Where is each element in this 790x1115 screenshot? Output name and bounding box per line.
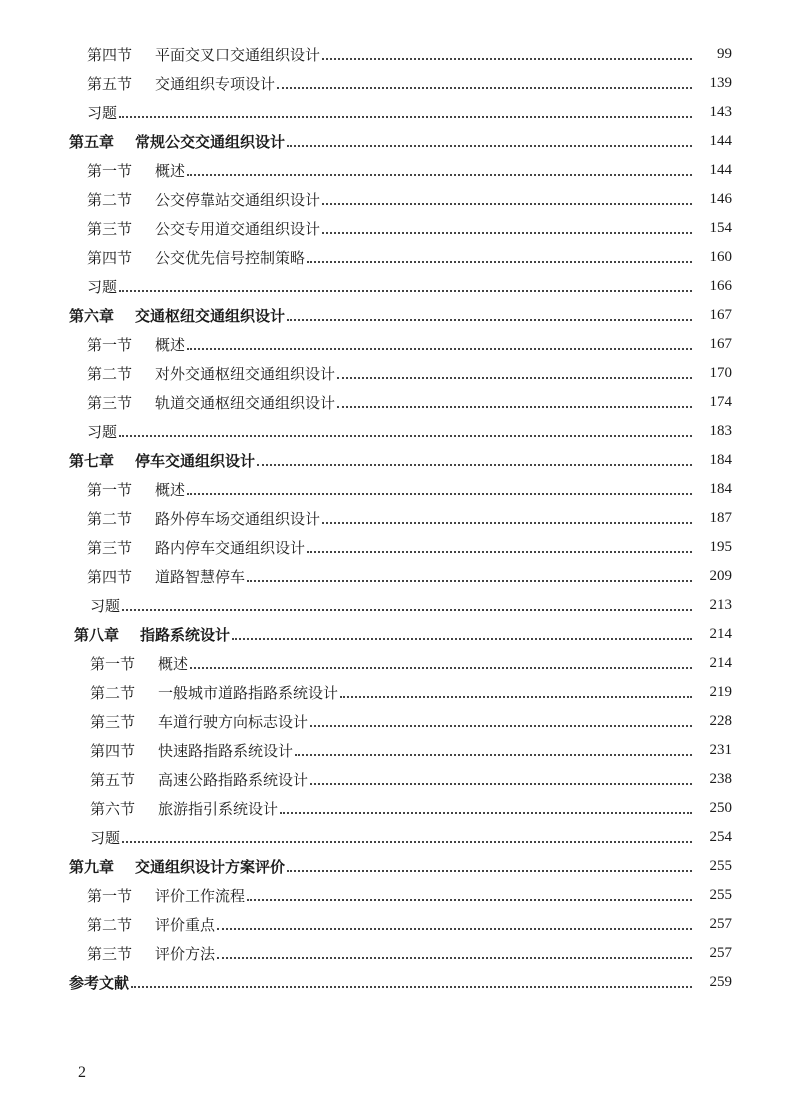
toc-entry-label bbox=[87, 44, 320, 65]
toc-entry-label bbox=[90, 769, 308, 790]
dot-leader bbox=[131, 986, 692, 988]
toc-entry-title: 指路系统设计 bbox=[140, 626, 231, 644]
toc-entry-label bbox=[90, 711, 308, 732]
toc-entry-label bbox=[69, 131, 285, 152]
dot-leader bbox=[287, 870, 692, 872]
toc-entry-label bbox=[90, 653, 188, 674]
toc-chapter-entry[interactable] bbox=[0, 968, 790, 997]
toc-page-number: 167 bbox=[709, 336, 732, 352]
toc-page-number: 187 bbox=[709, 510, 732, 526]
toc-entry-number: 第五节 bbox=[90, 771, 136, 789]
toc-section-entry[interactable] bbox=[0, 678, 790, 707]
toc-entry-label bbox=[87, 160, 185, 181]
toc-entry-label bbox=[87, 73, 275, 94]
toc-entry-title: 习题 bbox=[90, 597, 121, 615]
toc-page-number: 166 bbox=[709, 278, 732, 294]
toc-chapter-entry[interactable] bbox=[0, 852, 790, 881]
toc-entry-title: 平面交叉口交通组织设计 bbox=[155, 46, 321, 64]
dot-leader bbox=[340, 696, 692, 698]
dot-leader bbox=[280, 812, 692, 814]
toc-exercise-entry[interactable] bbox=[0, 98, 790, 127]
toc-entry-label bbox=[90, 798, 278, 819]
toc-entry-number: 第三节 bbox=[87, 394, 133, 412]
toc-entry-label bbox=[87, 102, 117, 123]
toc-page-number: 167 bbox=[709, 307, 732, 323]
toc-entry-number: 第三节 bbox=[87, 220, 133, 238]
toc-page-number: 144 bbox=[709, 162, 732, 178]
toc-entry-number: 第二节 bbox=[87, 191, 133, 209]
toc-entry-number: 第二节 bbox=[87, 916, 133, 934]
toc-page-number: 139 bbox=[709, 75, 732, 91]
toc-entry-title: 概述 bbox=[155, 336, 186, 354]
toc-entry-label bbox=[87, 421, 117, 442]
toc-section-entry[interactable] bbox=[0, 736, 790, 765]
toc-section-entry[interactable] bbox=[0, 243, 790, 272]
toc-page-number: 209 bbox=[709, 568, 732, 584]
toc-entry-title: 公交专用道交通组织设计 bbox=[155, 220, 321, 238]
toc-entry-label bbox=[87, 943, 215, 964]
toc-page-number: 257 bbox=[709, 916, 732, 932]
dot-leader bbox=[217, 928, 692, 930]
dot-leader bbox=[322, 58, 692, 60]
dot-leader bbox=[295, 754, 692, 756]
toc-entry-label bbox=[87, 914, 215, 935]
toc-chapter-entry[interactable] bbox=[0, 127, 790, 156]
page-number: 2 bbox=[78, 1064, 86, 1081]
toc-entry-title: 参考文献 bbox=[69, 974, 130, 992]
toc-entry-number: 第六节 bbox=[90, 800, 136, 818]
toc-entry-label bbox=[87, 537, 305, 558]
toc-entry-number: 第四节 bbox=[87, 249, 133, 267]
toc-entry-label bbox=[87, 392, 335, 413]
toc-entry-title: 习题 bbox=[87, 278, 118, 296]
toc-exercise-entry[interactable] bbox=[0, 591, 790, 620]
dot-leader bbox=[232, 638, 692, 640]
toc-page-number: 160 bbox=[709, 249, 732, 265]
dot-leader bbox=[122, 841, 692, 843]
toc-section-entry[interactable] bbox=[0, 388, 790, 417]
toc-entry-number: 第四节 bbox=[87, 46, 133, 64]
toc-entry-label bbox=[90, 682, 338, 703]
toc-entry-number: 第二节 bbox=[87, 510, 133, 528]
toc-entry-title: 对外交通枢纽交通组织设计 bbox=[155, 365, 336, 383]
toc-entry-title: 道路智慧停车 bbox=[155, 568, 246, 586]
dot-leader bbox=[217, 957, 692, 959]
toc-page-number: 259 bbox=[709, 974, 732, 990]
toc-entry-title: 习题 bbox=[87, 104, 118, 122]
toc-section-entry[interactable] bbox=[0, 69, 790, 98]
toc-entry-title: 旅游指引系统设计 bbox=[158, 800, 279, 818]
toc-entry-title: 停车交通组织设计 bbox=[135, 452, 256, 470]
dot-leader bbox=[337, 377, 692, 379]
toc-entry-label bbox=[87, 566, 245, 587]
toc-entry-title: 交通组织专项设计 bbox=[155, 75, 276, 93]
toc-section-entry[interactable] bbox=[0, 649, 790, 678]
toc-entry-label bbox=[90, 740, 293, 761]
toc-entry-number: 第九章 bbox=[69, 858, 115, 876]
toc-page-number: 254 bbox=[709, 829, 732, 845]
dot-leader bbox=[287, 145, 692, 147]
toc-entry-title: 快速路指路系统设计 bbox=[158, 742, 294, 760]
toc-entry-number: 第四节 bbox=[87, 568, 133, 586]
toc-entry-title: 评价重点 bbox=[155, 916, 216, 934]
dot-leader bbox=[119, 116, 692, 118]
toc-entry-number: 第一节 bbox=[87, 162, 133, 180]
toc-section-entry[interactable] bbox=[0, 330, 790, 359]
toc-entry-label bbox=[87, 218, 320, 239]
dot-leader bbox=[257, 464, 692, 466]
toc-section-entry[interactable] bbox=[0, 707, 790, 736]
toc-section-entry[interactable] bbox=[0, 939, 790, 968]
dot-leader bbox=[190, 667, 692, 669]
toc-section-entry[interactable] bbox=[0, 504, 790, 533]
toc-page-number: 99 bbox=[717, 46, 732, 62]
toc-entry-label bbox=[87, 479, 185, 500]
toc-page-number: 250 bbox=[709, 800, 732, 816]
toc-entry-title: 习题 bbox=[87, 423, 118, 441]
toc-entry-title: 路外停车场交通组织设计 bbox=[155, 510, 321, 528]
toc-page-number: 144 bbox=[709, 133, 732, 149]
toc-section-entry[interactable] bbox=[0, 475, 790, 504]
toc-entry-title: 评价工作流程 bbox=[155, 887, 246, 905]
dot-leader bbox=[247, 580, 692, 582]
toc-page-number: 257 bbox=[709, 945, 732, 961]
toc-page-number: 214 bbox=[709, 626, 732, 642]
toc-page-number: 184 bbox=[709, 452, 732, 468]
toc-entry-label bbox=[87, 189, 320, 210]
toc-entry-number: 第三节 bbox=[90, 713, 136, 731]
toc-page-number: 174 bbox=[709, 394, 732, 410]
toc-chapter-entry[interactable] bbox=[0, 446, 790, 475]
dot-leader bbox=[187, 174, 692, 176]
toc-page-number: 213 bbox=[709, 597, 732, 613]
toc-entry-label bbox=[87, 247, 305, 268]
toc-entry-title: 常规公交交通组织设计 bbox=[135, 133, 286, 151]
toc-entry-title: 一般城市道路指路系统设计 bbox=[158, 684, 339, 702]
dot-leader bbox=[119, 435, 692, 437]
dot-leader bbox=[287, 319, 692, 321]
toc-entry-title: 轨道交通枢纽交通组织设计 bbox=[155, 394, 336, 412]
table-of-contents bbox=[0, 40, 790, 997]
toc-entry-label bbox=[69, 450, 255, 471]
dot-leader bbox=[247, 899, 692, 901]
toc-entry-number: 第六章 bbox=[69, 307, 115, 325]
toc-entry-label bbox=[90, 595, 120, 616]
toc-chapter-entry[interactable] bbox=[0, 620, 790, 649]
toc-page-number: 214 bbox=[709, 655, 732, 671]
toc-entry-label bbox=[87, 334, 185, 355]
toc-section-entry[interactable] bbox=[0, 214, 790, 243]
toc-exercise-entry[interactable] bbox=[0, 272, 790, 301]
toc-entry-title: 交通组织设计方案评价 bbox=[135, 858, 286, 876]
toc-entry-number: 第一节 bbox=[90, 655, 136, 673]
dot-leader bbox=[122, 609, 692, 611]
dot-leader bbox=[307, 261, 692, 263]
toc-section-entry[interactable] bbox=[0, 910, 790, 939]
toc-exercise-entry[interactable] bbox=[0, 823, 790, 852]
dot-leader bbox=[119, 290, 692, 292]
toc-page-number: 255 bbox=[709, 858, 732, 874]
toc-page-number: 143 bbox=[709, 104, 732, 120]
toc-page-number: 255 bbox=[709, 887, 732, 903]
toc-entry-label bbox=[87, 363, 335, 384]
toc-chapter-entry[interactable] bbox=[0, 301, 790, 330]
dot-leader bbox=[187, 348, 692, 350]
toc-page-number: 154 bbox=[709, 220, 732, 236]
toc-page-number: 195 bbox=[709, 539, 732, 555]
dot-leader bbox=[322, 522, 692, 524]
toc-entry-label bbox=[69, 972, 129, 993]
dot-leader bbox=[187, 493, 692, 495]
toc-entry-title: 交通枢纽交通组织设计 bbox=[135, 307, 286, 325]
toc-entry-title: 车道行驶方向标志设计 bbox=[158, 713, 309, 731]
toc-entry-number: 第一节 bbox=[87, 336, 133, 354]
dot-leader bbox=[322, 232, 692, 234]
toc-page-number: 184 bbox=[709, 481, 732, 497]
toc-section-entry[interactable] bbox=[0, 185, 790, 214]
toc-entry-label bbox=[69, 856, 285, 877]
toc-entry-label bbox=[69, 305, 285, 326]
toc-page-number: 170 bbox=[709, 365, 732, 381]
toc-section-entry[interactable] bbox=[0, 533, 790, 562]
dot-leader bbox=[310, 783, 692, 785]
toc-entry-number: 第二节 bbox=[87, 365, 133, 383]
toc-page-number: 238 bbox=[709, 771, 732, 787]
dot-leader bbox=[310, 725, 692, 727]
toc-page-number: 231 bbox=[709, 742, 732, 758]
toc-entry-label bbox=[87, 276, 117, 297]
toc-entry-number: 第五章 bbox=[69, 133, 115, 151]
dot-leader bbox=[307, 551, 692, 553]
toc-section-entry[interactable] bbox=[0, 765, 790, 794]
toc-entry-title: 概述 bbox=[158, 655, 189, 673]
toc-entry-title: 评价方法 bbox=[155, 945, 216, 963]
toc-entry-title: 公交停靠站交通组织设计 bbox=[155, 191, 321, 209]
toc-entry-title: 习题 bbox=[90, 829, 121, 847]
toc-entry-title: 路内停车交通组织设计 bbox=[155, 539, 306, 557]
toc-entry-number: 第四节 bbox=[90, 742, 136, 760]
toc-entry-label bbox=[87, 885, 245, 906]
dot-leader bbox=[277, 87, 692, 89]
toc-entry-title: 概述 bbox=[155, 481, 186, 499]
toc-section-entry[interactable] bbox=[0, 881, 790, 910]
toc-page-number: 228 bbox=[709, 713, 732, 729]
toc-entry-number: 第三节 bbox=[87, 945, 133, 963]
toc-entry-number: 第七章 bbox=[69, 452, 115, 470]
toc-entry-number: 第八章 bbox=[74, 626, 120, 644]
toc-entry-label bbox=[74, 624, 230, 645]
toc-section-entry[interactable] bbox=[0, 562, 790, 591]
toc-entry-number: 第一节 bbox=[87, 887, 133, 905]
toc-page-number: 183 bbox=[709, 423, 732, 439]
toc-section-entry[interactable] bbox=[0, 156, 790, 185]
toc-entry-title: 概述 bbox=[155, 162, 186, 180]
toc-entry-number: 第二节 bbox=[90, 684, 136, 702]
toc-entry-label bbox=[90, 827, 120, 848]
toc-section-entry[interactable] bbox=[0, 359, 790, 388]
toc-exercise-entry[interactable] bbox=[0, 417, 790, 446]
dot-leader bbox=[322, 203, 692, 205]
dot-leader bbox=[337, 406, 692, 408]
toc-section-entry[interactable] bbox=[0, 40, 790, 69]
toc-page-number: 219 bbox=[709, 684, 732, 700]
toc-page-number: 146 bbox=[709, 191, 732, 207]
toc-entry-number: 第三节 bbox=[87, 539, 133, 557]
toc-entry-label bbox=[87, 508, 320, 529]
toc-entry-title: 高速公路指路系统设计 bbox=[158, 771, 309, 789]
toc-entry-title: 公交优先信号控制策略 bbox=[155, 249, 306, 267]
toc-section-entry[interactable] bbox=[0, 794, 790, 823]
toc-entry-number: 第五节 bbox=[87, 75, 133, 93]
toc-entry-number: 第一节 bbox=[87, 481, 133, 499]
